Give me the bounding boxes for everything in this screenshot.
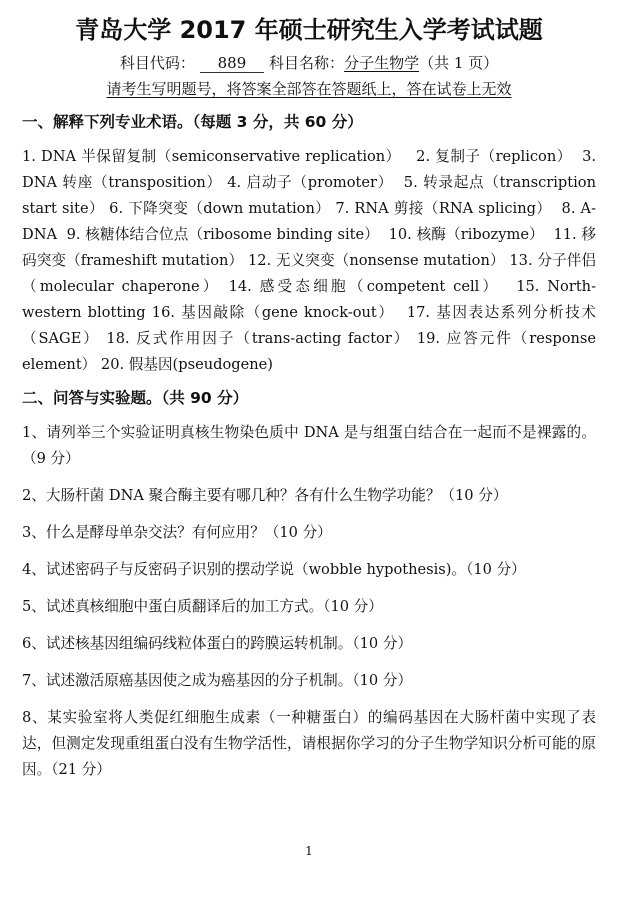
term-item: 13. 分子伴侣（molecular chaperone） — [22, 252, 597, 295]
term-item: 10. 核酶（ribozyme） — [388, 226, 544, 243]
subject-info — [22, 52, 596, 74]
term-item: 5. 转录起点（transcription start site） — [22, 174, 596, 217]
question-3: 3、什么是酵母单杂交法？有何应用？（10 分） — [22, 524, 332, 541]
subject-name: 分子生物学 — [344, 54, 420, 72]
question-1: 1、请列举三个实验证明真核生物染色质中 DNA 是与组蛋白结合在一起而不是裸露的。（9 分） — [22, 424, 596, 467]
question-4: 4、试述密码子与反密码子识别的摆动学说（wobble hypothesis)。（10 分） — [22, 561, 526, 578]
term-item: 2. 复制子（replicon） — [416, 148, 572, 165]
term-item: 4. 启动子（promoter） — [227, 174, 394, 191]
term-item: 12. 无义突变（nonsense mutation） — [247, 252, 505, 269]
term-item: 20. 假基因(pseudogene) — [100, 356, 273, 373]
section2-heading: 二、问答与实验题。（共 90 分） — [22, 389, 249, 407]
exam-notice: 请考生写明题号，将答案全部答在答题纸上，答在试卷上无效 — [106, 80, 512, 98]
page-number: 1 — [305, 844, 313, 858]
term-item: 18. 反式作用因子（trans-acting factor） — [106, 330, 411, 347]
question-7: 7、试述激活原癌基因使之成为癌基因的分子机制。（10 分） — [22, 672, 413, 689]
question-6: 6、试述核基因组编码线粒体蛋白的跨膜运转机制。（10 分） — [22, 635, 413, 652]
term-item: 7. RNA 剪接（RNA splicing） — [335, 200, 552, 217]
term-item: 6. 下降突变（down mutation） — [109, 200, 331, 217]
exam-title: 青岛大学 2017 年硕士研究生入学考试试题 — [75, 16, 543, 44]
term-item: 9. 核糖体结合位点（ribosome binding site） — [66, 226, 379, 243]
question-8: 8、某实验室将人类促红细胞生成素（一种糖蛋白）的编码基因在大肠杆菌中实现了表达，但测定发现重组蛋白没有生物学活性，请根据你学习的分子生物学知识分析可能的原因。（21 分） — [22, 709, 596, 778]
section1-heading: 一、解释下列专业术语。（每题 3 分，共 60 分） — [22, 113, 363, 131]
term-item: 16. 基因敲除（gene knock-out） — [151, 304, 395, 321]
term-item: 17. 基因表达系列分析技术（SAGE） — [22, 304, 596, 347]
subject-code-label: 科目代码： — [119, 54, 195, 72]
question-2: 2、大肠杆菌 DNA 聚合酶主要有哪几种？各有什么生物学功能？（10 分） — [22, 487, 508, 504]
term-item: 8. A-DNA — [22, 200, 597, 243]
question-5: 5、试述真核细胞中蛋白质翻译后的加工方式。（10 分） — [22, 598, 383, 615]
term-item: 3. DNA 转座（transposition） — [22, 148, 597, 191]
term-item: 11. 移码突变（frameshift mutation） — [22, 226, 597, 269]
term-item: 14. 感受态细胞（competent cell） — [228, 278, 501, 295]
term-item: 19. 应答元件（response element） — [22, 330, 597, 373]
page-count: （共 1 页） — [419, 54, 499, 72]
subject-code: 889 — [200, 55, 265, 73]
subject-name-label: 科目名称： — [269, 54, 345, 72]
term-item: 1. DNA 半保留复制（semiconservative replication） — [22, 148, 401, 165]
term-list — [22, 144, 596, 378]
term-item: 15. North-western blotting — [22, 278, 597, 321]
